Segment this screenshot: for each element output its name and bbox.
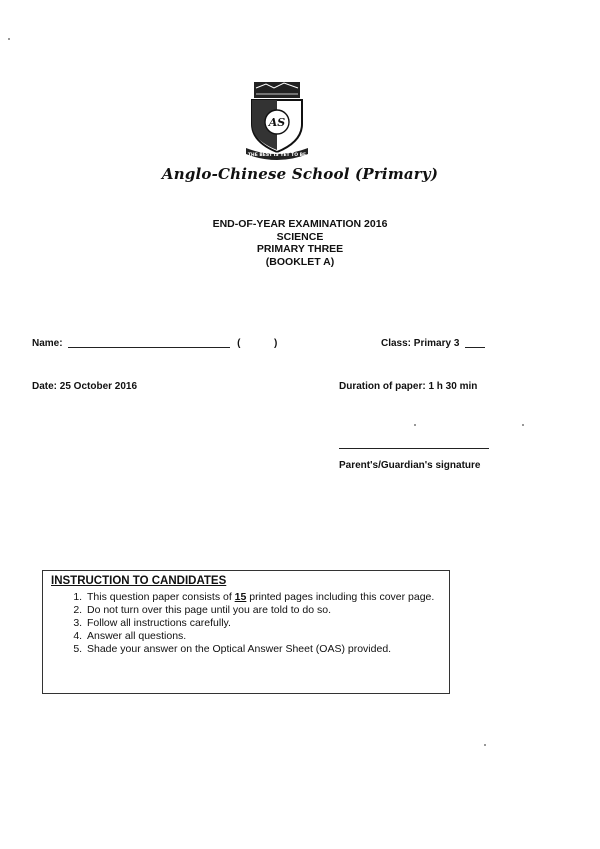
class-label: Class: Primary 3 [381,338,460,349]
exam-date: Date: 25 October 2016 [32,381,138,392]
scan-speck [414,424,416,426]
instruction-item [85,591,441,604]
svg-text:THE BEST IS YET TO BE: THE BEST IS YET TO BE [247,153,307,158]
exam-duration: Duration of paper: 1 h 30 min [339,381,478,392]
svg-text:AS: AS [268,116,286,129]
name-blank-line[interactable] [68,347,230,348]
signature-line[interactable] [339,448,489,449]
instruction-item: 4. Answer all questions. [85,630,441,643]
signature-label: Parent's/Guardian's signature [339,460,481,471]
instructions-list [51,591,441,656]
scan-speck [522,424,524,426]
instructions-box [42,570,450,694]
school-crest-logo [244,78,310,162]
instruction-item: 2. Do not turn over this page until you are told to do so. [85,604,441,617]
instruction-text: This question paper consists of [87,591,235,603]
exam-level: PRIMARY THREE [256,243,344,255]
exam-title: END-OF-YEAR EXAMINATION 2016 [212,218,388,230]
instruction-item: 3. Follow all instructions carefully. [85,617,441,630]
scan-speck [8,38,10,40]
class-field-row [381,338,485,349]
school-name: Anglo-Chinese School (Primary) [161,165,439,183]
index-paren-open: ( [237,338,241,349]
exam-booklet: (BOOKLET A) [265,255,335,268]
exam-subject: SCIENCE [276,230,324,243]
scan-speck [484,744,486,746]
instruction-text: printed pages including this cover page. [246,591,435,603]
name-field-row [32,338,277,349]
page-count: 15 [234,591,247,603]
name-label: Name: [32,338,63,349]
class-blank-line[interactable] [465,347,485,348]
instructions-title: INSTRUCTION TO CANDIDATES [51,575,227,587]
exam-title-block [0,218,600,268]
instruction-item: 5. Shade your answer on the Optical Answer Sheet (OAS) provided. [85,643,441,656]
index-paren-close: ) [274,338,278,349]
